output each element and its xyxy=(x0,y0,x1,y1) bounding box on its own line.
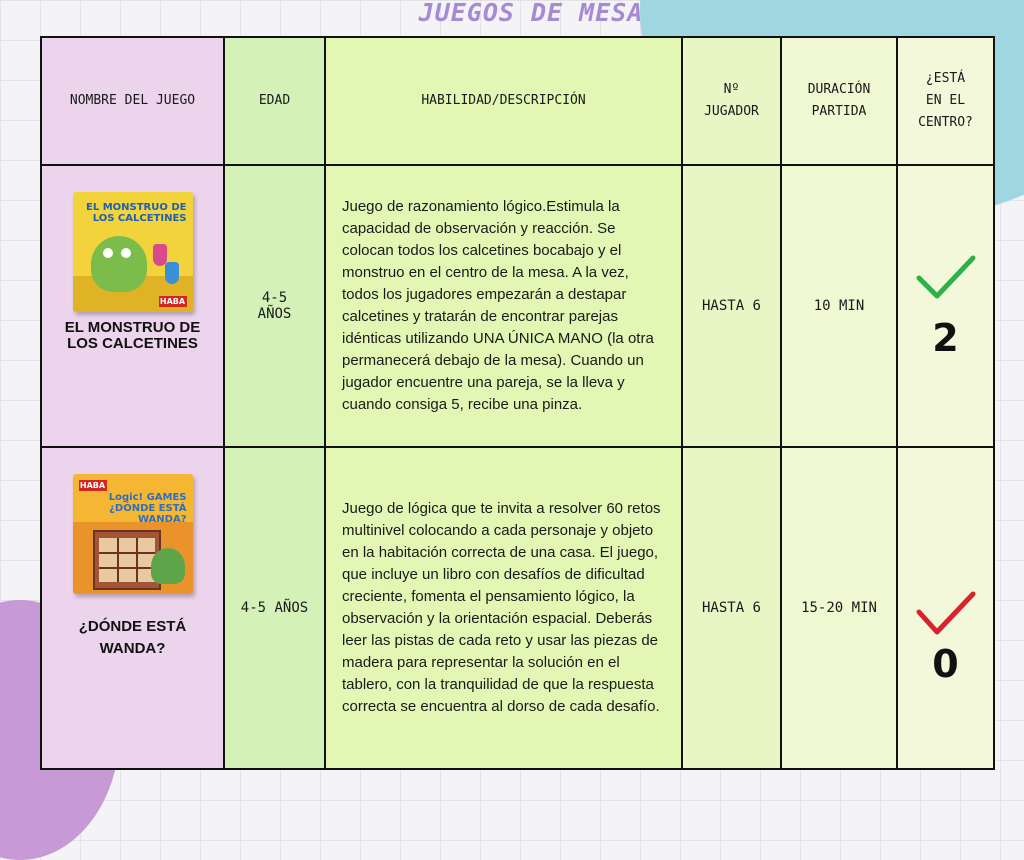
game-duration: 10 MIN xyxy=(781,165,897,447)
game-box-image xyxy=(73,474,193,594)
monster-illustration xyxy=(91,236,147,292)
game-name: EL MONSTRUO DE LOS CALCETINES xyxy=(64,319,201,352)
game-in-center-cell xyxy=(897,165,994,447)
brand-logo: HABA xyxy=(159,297,186,306)
header-duration xyxy=(781,37,897,165)
games-table xyxy=(40,36,995,770)
header-center-line3: CENTRO? xyxy=(918,115,973,130)
header-row xyxy=(41,37,994,165)
header-name: NOMBRE DEL JUEGO xyxy=(41,37,224,165)
brand-logo: HABA xyxy=(79,481,106,490)
page-title: JUEGOS DE MESA xyxy=(418,0,644,27)
header-in-center xyxy=(897,37,994,165)
box-title: EL MONSTRUO DE LOS CALCETINES xyxy=(86,202,187,224)
game-duration: 15-20 MIN xyxy=(781,447,897,769)
box-title: Logic! GAMES ¿DÓNDE ESTÁ WANDA? xyxy=(108,492,187,525)
in-center-count: 0 xyxy=(932,642,959,686)
table-row xyxy=(41,165,994,447)
sock-illustration xyxy=(165,262,179,284)
game-players: HASTA 6 xyxy=(682,165,781,447)
game-name-cell xyxy=(41,447,224,769)
sock-illustration xyxy=(153,244,167,266)
header-duration-line2: PARTIDA xyxy=(811,104,867,119)
game-box-image xyxy=(73,192,193,312)
table-row xyxy=(41,447,994,769)
check-mark-icon xyxy=(915,252,977,302)
header-players-line1: Nº xyxy=(723,82,740,97)
header-age: EDAD xyxy=(224,37,325,165)
game-age-line1: 4-5 xyxy=(261,290,288,306)
game-name: ¿DÓNDE ESTÁ WANDA? xyxy=(78,618,187,657)
header-center-line2: EN EL xyxy=(925,93,966,108)
header-players xyxy=(682,37,781,165)
crocodile-illustration xyxy=(151,548,185,584)
game-players: HASTA 6 xyxy=(682,447,781,769)
header-duration-line1: DURACIÓN xyxy=(807,82,871,97)
game-age-line2: AÑOS xyxy=(257,306,292,322)
house-illustration xyxy=(93,530,161,590)
check-mark-icon xyxy=(915,588,977,638)
header-description: HABILIDAD/DESCRIPCIÓN xyxy=(325,37,682,165)
game-description: Juego de lógica que te invita a resolver 60 retos multinivel colocando a cada personaje y objeto en la habitación correcta de una casa. El juego, que incluye un libro con desafíos de dificultad creciente, fomenta el pensamiento lógico, la observación y la orientación espacial. Deberás leer las pistas de cada reto y usar las piezas de madera para representar la solución en el tablero, con la tranquilidad de que la respuesta correcta se encuentra al dorso de cada desafío. xyxy=(325,447,682,769)
game-description: Juego de razonamiento lógico.Estimula la capacidad de observación y reacción. Se colocan todos los calcetines bocabajo y el monstruo en el centro de la mesa. A la vez, todos los jugadores empezarán a destapar calcetines y tratarán de encontrar parejas idénticas utilizando UNA ÚNICA MANO (la otra permanecerá debajo de la mesa). Cuando un jugador encuentre una pareja, se la lleva y cuando consiga 5, recibe una pinza. xyxy=(325,165,682,447)
game-name-cell xyxy=(41,165,224,447)
in-center-count: 2 xyxy=(932,316,959,360)
game-age: 4-5 AÑOS xyxy=(224,447,325,769)
game-in-center-cell xyxy=(897,447,994,769)
game-age xyxy=(224,165,325,447)
header-players-line2: JUGADOR xyxy=(704,104,759,119)
header-center-line1: ¿ESTÁ xyxy=(925,71,966,86)
